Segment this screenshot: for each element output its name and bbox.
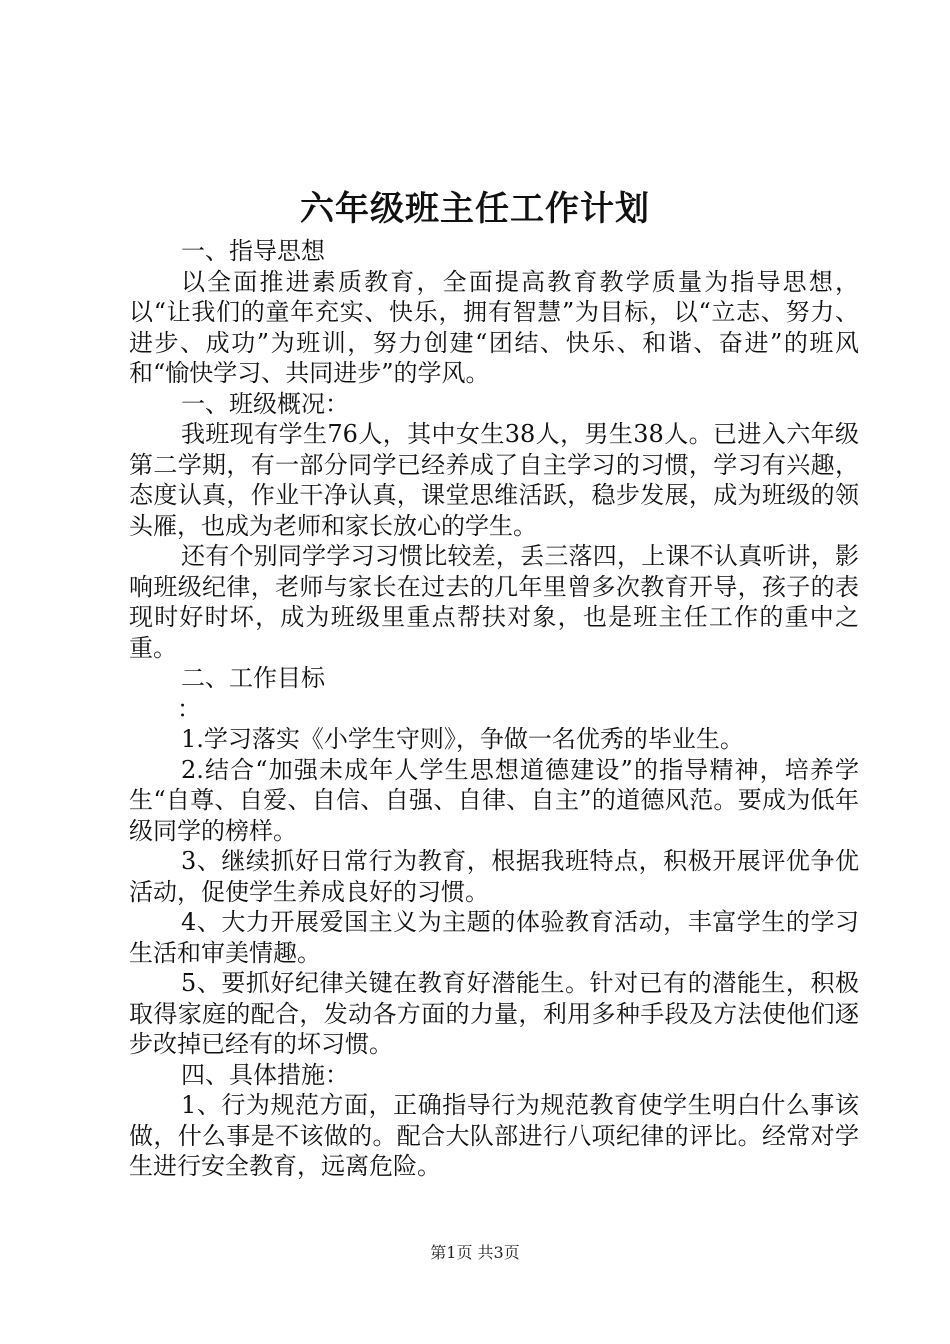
page-footer: 第1页 共3页 [430,1243,520,1262]
section-heading-class-overview: 一、班级概况： [181,389,349,418]
paragraph-class-overview: 我班现有学生76人，其中女生38人，男生38人。已进入六年级第二学期，有一部分同学已经养成了自主学习的习惯，学习有兴趣，态度认真，作业干净认真，课堂思维活跃，稳步发展，成为班级的领头雁，也成为老师和家长放心的学生。 [129,420,859,540]
paragraph-individual-students: 还有个别同学学习习惯比较差，丢三落四，上课不认真听讲，影响班级纪律，老师与家长在过去的几年里曾多次教育开导，孩子的表现时好时坏，成为班级里重点帮扶对象，也是班主任工作的重中之重。 [129,542,859,662]
section-heading-measures: 四、具体措施： [181,1060,349,1089]
section-heading-work-goals: 二、工作目标 [181,664,325,692]
stray-colon-line: ： [177,694,201,723]
document-title: 六年级班主任工作计划 [300,189,650,229]
goal-item-5: 5、要抓好纪律关键在教育好潜能生。针对已有的潜能生，积极取得家庭的配合，发动各方面的力量，利用多种手段及方法使他们逐步改掉已经有的坏习惯。 [129,969,859,1058]
section-heading-guiding-thought: 一、指导思想 [181,237,325,265]
paragraph-guiding-thought: 以全面推进素质教育，全面提高教育教学质量为指导思想，以“让我们的童年充实、快乐，拥有智慧”为目标，以“立志、努力、进步、成功”为班训，努力创建“团结、快乐、和谐、奋进”的班风和“愉快学习、共同进步”的学风。 [129,267,859,387]
measure-item-1: 1、行为规范方面，正确指导行为规范教育使学生明白什么事该做，什么事是不该做的。配合大队部进行八项纪律的评比。经常对学生进行安全教育，远离危险。 [129,1091,859,1180]
goal-item-1: 1.学习落实《小学生守则》，争做一名优秀的毕业生。 [181,725,744,753]
goal-item-3: 3、继续抓好日常行为教育，根据我班特点，积极开展评优争优活动，促使学生养成良好的习惯。 [129,847,859,906]
goal-item-2: 2.结合“加强未成年人学生思想道德建设”的指导精神，培养学生“自尊、自爱、自信、自强、自律、自主”的道德风范。要成为低年级同学的榜样。 [129,755,859,845]
document-body [129,236,859,1182]
goal-item-4: 4、大力开展爱国主义为主题的体验教育活动，丰富学生的学习生活和审美情趣。 [129,908,859,967]
